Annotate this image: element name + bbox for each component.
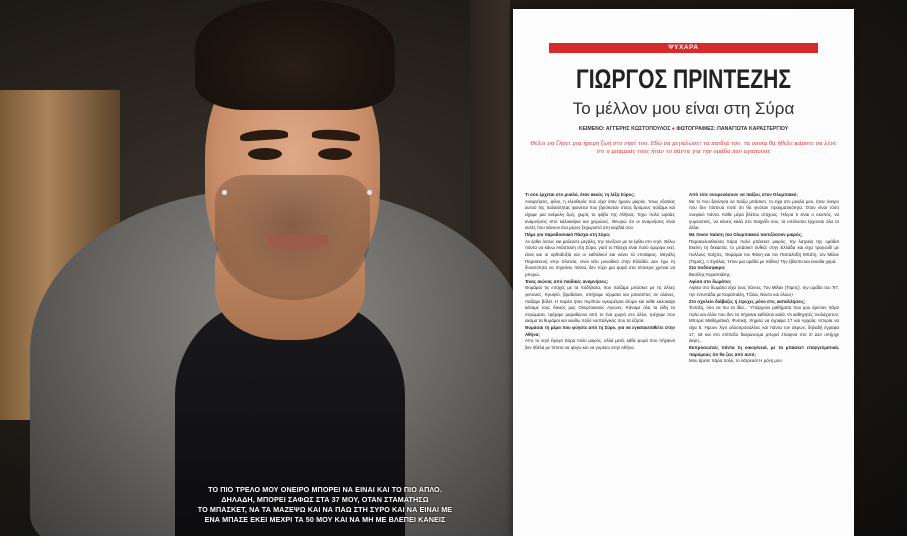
left-eye	[248, 148, 282, 160]
right-earring	[367, 190, 372, 195]
interview-answer: Αναμνήσεις, φίλοι, η ελευθερία που είχα όταν ήμουν μικρός. Ίσως εξαιτίας αυτού της παλαιότητας φαινεται που βρισκοταν στους δρόμους παίζαμε και είχαμε μια ανέμελη ζωή, χωρίς το φόβο της Αθήνας. Έχω πολύ ωραίες αναμνήσεις από καλοκαίρια και χειμώνες. Θεωρώ ότι οι αναμνήσεις είναι αυτές που κάνουν ένα μέρος ξεχωριστό στη καρδιά σου.	[525, 198, 675, 231]
article-subtitle: Το μέλλον μου είναι στη Σύρα	[572, 99, 795, 118]
pull-quote	[180, 485, 470, 525]
interview-question: Θυμάσαι τη μέρα που φύγατε από τη Σύρο, για να εγκατασταθείτε στην Αθήνα;	[525, 325, 675, 337]
interview-question: Ένας αιώνας από παιδικές αναμνήσεις;	[525, 278, 609, 284]
right-eye	[318, 148, 352, 160]
mouth	[268, 235, 328, 249]
interview-answer: Θυμάμαι τις εποχές με τα ποδήλατα, που παίζαμε μπάσκετ με τις άλλες γειτονιές. Κρυφτό, βραδιάσει, σπήγαμε τέρματα και μπαστέτες σε αλάνες, παίζαμε βόλεϊ. Η παρέα ήταν περίπου ογκομέτρια άτομα και κάθε καλοκαίρι κάναμε τους δικούς μας Ολυμπιακούς Αγώνες. Κάναμε όλα τα είδη τα στρώματα, τρέχαμε μαραθώνιο από το ένα χωριό στο άλλο, τρέχαμε που ακόμα τα θυμάμαι και νιώθω πολύ νοσταλγικός που τα έζησα.	[525, 285, 675, 324]
interview-question: Στο ποδόσφαιρο;	[689, 265, 726, 271]
pull-quote-line: ΤΟ ΠΙΟ ΤΡΕΛΟ ΜΟΥ ΟΝΕΙΡΟ ΜΠΟΡΕΙ ΝΑ ΕΙΝΑΙ ΚΑΙ ΤΟ ΠΙΟ ΑΠΛΟ.	[208, 485, 442, 494]
interview-answer: Βασίλης Καραπιάλης.	[689, 271, 732, 277]
article-column-2	[689, 192, 839, 532]
interview-answer: Ένταξη, όσο να πω τα ίδια... Ύπάρχουν μαθήματα που μου άρεσαν πάρα πολύ και άλλα που δεν τα πήγαινα καθόλου καλά. Οι καθηγητές τουλάχιστον; Μπορεί Μαθηματικά, Φυσική, Χημεία να έγραφα 17 και Αρχαία, Ιστορία να είχα 5. Ήμουν λίγο αλλοπρόσαλλος και πάντα τον άκρων, δηλαδή έγραφα 17, 18 και στο επίπεδο διαγώνισμα μπορεί έπαιρνα στο 2! Δεν υπήρχε άκρη...	[689, 305, 839, 344]
interview-answer: Παρακολουθούσα πάρα πολύ μπάσκετ μικρός, την λατρεία την ομάδα! Εκείνη τη δεκαετία, το μπάσκετ άνθιζε στην Ελλάδα και είχα τραγουδί με πολλούς παίχτες. Θυμάμαι τον Φάνη και τον Παπαλοΐζη Μπάτη, τον Μίλαν (Τόμιτς), ο Σιγάλας. Ήταν μια ομάδα με πάθος! Την έβλεπα και ένιωθα χαρά.	[689, 238, 839, 264]
section-label: ΨΥΧΑΡΑ	[549, 43, 818, 53]
hair	[195, 0, 395, 110]
interview-answer: Αφίσα στο δωμάτιο είχα τους πάντες. Τον Μίλαν (Τόμιτς), την ομάδα του '97, την εντυπάδα με Καραπιάλη, Τζόλα, Νάντο και όλους!	[689, 285, 839, 297]
article-credits	[513, 125, 854, 133]
article-column-1	[525, 192, 675, 532]
left-earring	[222, 190, 227, 195]
pull-quote-line: ΔΗΛΑΔΗ, ΜΠΟΡΕΙ ΣΑΦΩΣ ΣΤΑ 37 ΜΟΥ, ΟΤΑΝ ΣΤΑΜΑΤΗΣΩ	[221, 495, 429, 504]
article-title: ΓΙΩΡΓΟΣ ΠΡΙΝΤΕΖΗΣ	[576, 64, 791, 94]
article-lead: Θέλει να ζήσει μια ήρεμη ζωή στο νησί του. Εδώ να μεγαλώσει τα παιδιά του, τα οποία θα ήθελε κάποτε να λένε ότι ο μπαμπάς τους ήταν το πάντα για την ομάδα που αγαπούσε	[530, 141, 837, 155]
interview-question: Στο σχολείο διάβαζες ή έτρεχες μόνο στις καπαλλήσεις;	[689, 298, 806, 304]
pull-quote-line: ΤΟ ΜΠΑΣΚΕΤ, ΝΑ ΤΑ ΜΑΖΕΨΩ ΚΑΙ ΝΑ ΠΑΩ ΣΤΗ ΣΥΡΟ ΚΑΙ ΝΑ ΕΙΝΑΙ ΜΕ	[197, 505, 453, 514]
credits-photo: ΦΩΤΟΓΡΑΦΙΕΣ: ΠΑΝΑΓΙΩΤΑ ΚΑΡΑΣΤΕΡΓΙΟΥ	[676, 126, 789, 132]
interview-answer: Αν έρθει όντως και μαζεύετε μεγάλη, την τονίζουν με τα έρθει στο νησί. Θέλω πάντα να κάνω Ανάσταση στη Σύρα, γιατί το Πάσχα είναι πολύ όμορφο εκεί, είναι και οι αρθοδοξία και οι καθολικοί και κάνει τα επιτάφιος. Μεγάλη Παρασκευή στην πλατεία, είναι κάτι μοναδικό στην Ελλάδα. Δεν έχω τη δυνατότητα να πηγαίνω πάντα, δεν τύχει μια φορά στα τέσσερα χρόνια να μπορώ.	[525, 238, 675, 277]
article-page	[513, 9, 854, 536]
interview-question: Τι σου έρχεται στο μυαλό, όταν ακούς τη λέξη Σύρος;	[525, 192, 635, 197]
pull-quote-line: ΕΝΑ ΜΠΑΣΕ ΕΚΕΙ ΜΕΧΡΙ ΤΑ 50 ΜΟΥ ΚΑΙ ΝΑ ΜΗ ΜΕ ΒΛΕΠΕΙ ΚΑΝΕΙΣ	[204, 515, 446, 524]
interview-question: Πάμε για παραδοσιακό Πάσχα στη Σύρο;	[525, 231, 611, 237]
interview-question: Αφίσα στο δωμάτιο;	[689, 278, 732, 284]
interview-question: Εκπροσωπείς πάντα τη οικογένειά, με τα μπάσκετ επαγγελματικά, παρόμοιες ότι θα ζεις από αυτό;	[689, 345, 839, 357]
interview-answer: Μου άρεσε πάρα πολύ, το λάτρευα! Η μόνη μου	[689, 358, 782, 364]
interview-answer: Με το που ξεκίνησα να παίζω μπάσκετ, το είχα στο μυαλό μου, ήταν όνειρο που δεν πίστευα ποτέ ότι θα γινόταν πραγματικότητα. Όταν είναι τόσο ονειρικό πάντα. Κάθε μέρα βλέπω στόχους. Ήξερα τι είναι ο σκοπός, να γυμναστείς, να κάνεις καλά στο παιχνίδι σου, τα υπόλοιπα έρχονται όλα τα άλλα.	[689, 198, 839, 231]
credits-separator: ●	[671, 126, 675, 132]
credits-text: ΚΕΙΜΕΝΟ: ΑΓΓΕΡΗΣ ΚΩΣΤΟΠΟΥΛΟΣ	[578, 126, 671, 132]
interview-question: Από τότε ονειρευόσουν να παίξεις στον Ολυμπιακό;	[689, 192, 798, 197]
interview-question: Με ποιον παίκτη του Ολυμπιακού ταυτιζόσουν μικρός;	[689, 231, 803, 237]
interview-answer: Από το νησί έφυγα πάρα πολύ μικρός, αλλά μετά, κάθε φορά που πήγαινα δεν ήθελα με τίποτα να φύγω και να γυρίσω στην Αθήνα.	[525, 338, 675, 351]
